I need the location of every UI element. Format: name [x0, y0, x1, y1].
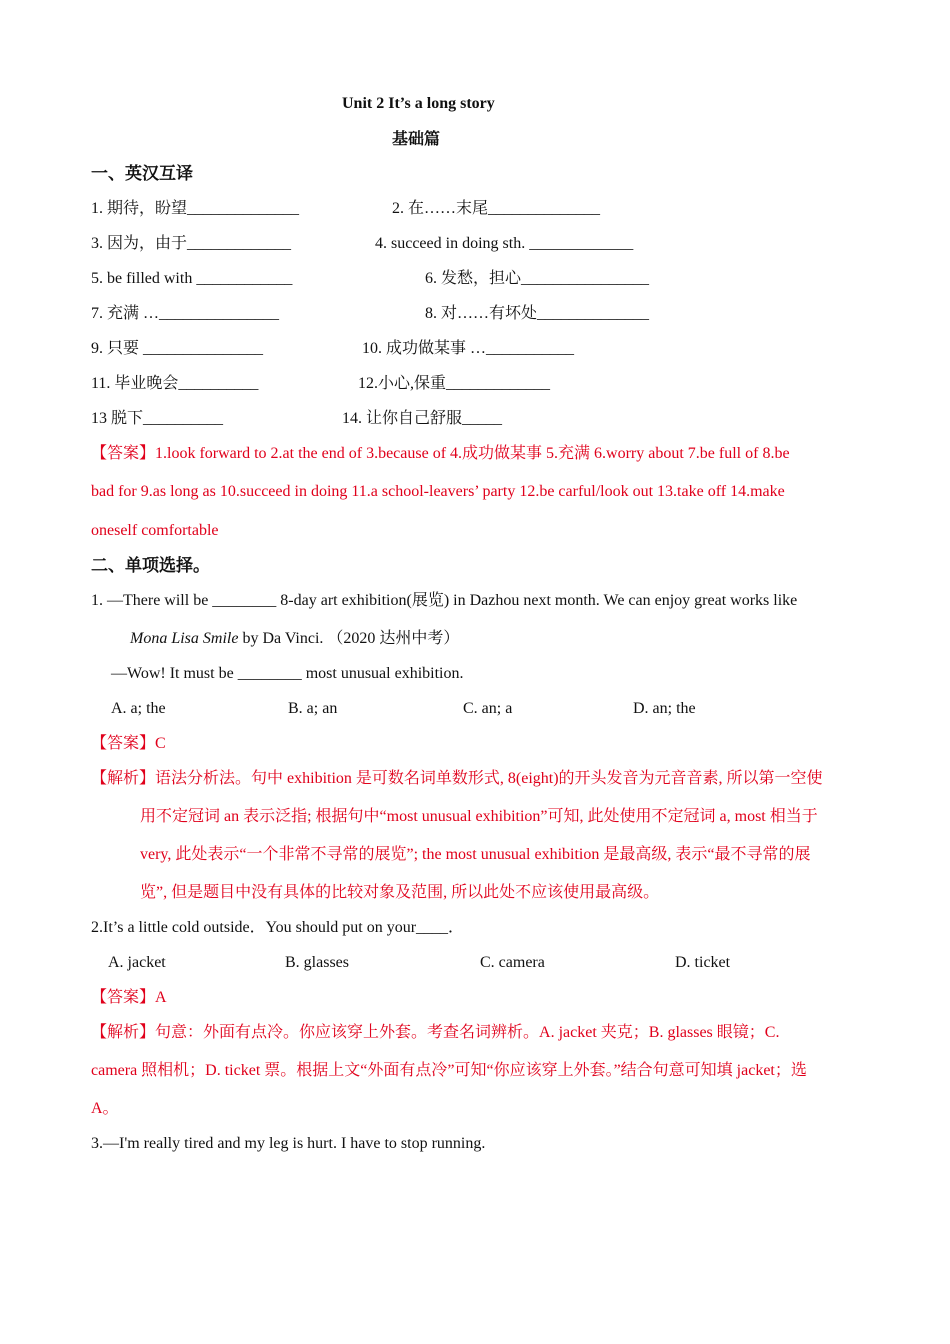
vocab-item-7: 7. 充满 …_______________: [91, 305, 280, 322]
section2-heading: 二、单项选择。: [91, 556, 210, 576]
vocab-item-6: 6. 发愁，担心________________: [425, 270, 650, 287]
section1-heading: 一、英汉互译: [91, 164, 193, 184]
section1-answer-line-1: [91, 443, 790, 465]
analysis-text: 句意：外面有点冷。你应该穿上外套。考查名词辨析。A. jacket 夹克；B. glasses 眼镜；C.: [155, 1024, 780, 1041]
q2-option-b: B. glasses: [285, 954, 349, 971]
q2-analysis-line-1: [91, 1022, 779, 1044]
q1-analysis-line-2: 用不定冠词 an 表示泛指; 根据句中“most unusual exhibition”可知, 此处使用不定冠词 a, most 相当于: [140, 808, 818, 825]
q1-analysis-line-4: 览”, 但是题目中没有具体的比较对象及范围, 所以此处不应该使用最高级。: [140, 884, 660, 901]
question-1-stem: 1. —There will be ________ 8-day art exhibition(展览) in Dazhou next month. We can enjoy great works like: [91, 592, 798, 609]
vocab-item-2: 2. 在……末尾______________: [392, 200, 601, 217]
q1-option-a: A. a; the: [111, 700, 166, 717]
q1-analysis-line-1: [91, 768, 823, 790]
question-1-reply: —Wow! It must be ________ most unusual exhibition.: [111, 665, 464, 682]
answer-value: A: [155, 989, 167, 1006]
q2-option-a: A. jacket: [108, 954, 166, 971]
q1-option-b: B. a; an: [288, 700, 338, 717]
question-2-stem: 2.It’s a little cold outside．You should put on your____．: [91, 919, 465, 936]
vocab-item-14: 14. 让你自己舒服_____: [342, 410, 503, 427]
vocab-item-13: 13 脱下__________: [91, 410, 224, 427]
vocab-item-9: 9. 只要 _______________: [91, 340, 264, 357]
q2-analysis-line-2: camera 照相机；D. ticket 票。根据上文“外面有点冷”可知“你应该穿上外套。”结合句意可知填 jacket；选: [91, 1062, 807, 1079]
analysis-tag: 【解析】: [91, 1024, 156, 1041]
vocab-item-4: 4. succeed in doing sth. _____________: [375, 235, 634, 252]
q1-option-c: C. an; a: [463, 700, 513, 717]
answer-tag: 【答案】: [91, 445, 156, 462]
vocab-item-12: 12.小心,保重_____________: [358, 375, 551, 392]
section1-answer-line-3: oneself comfortable: [91, 522, 219, 539]
q2-option-d: D. ticket: [675, 954, 731, 971]
q2-answer: [91, 987, 167, 1009]
vocab-item-5: 5. be filled with ____________: [91, 270, 293, 287]
vocab-item-1: 1. 期待，盼望______________: [91, 200, 300, 217]
vocab-item-8: 8. 对……有坏处______________: [425, 305, 650, 322]
question-1-stem-cont: [130, 628, 459, 650]
vocab-item-10: 10. 成功做某事 …___________: [362, 340, 575, 357]
analysis-tag: 【解析】: [91, 770, 156, 787]
answer-tag: 【答案】: [91, 735, 156, 752]
work-title: Mona Lisa Smile: [130, 630, 239, 647]
vocab-item-11: 11. 毕业晚会__________: [91, 375, 259, 392]
section1-answer-line-2: bad for 9.as long as 10.succeed in doing 11.a school-leavers’ party 12.be carful/look out 13.take off 14.make: [91, 483, 785, 500]
analysis-text: 语法分析法。句中 exhibition 是可数名词单数形式, 8(eight)的开头发音为元音音素, 所以第一空使: [155, 770, 823, 787]
q1-analysis-line-3: very, 此处表示“一个非常不寻常的展览”; the most unusual exhibition 是最高级, 表示“最不寻常的展: [140, 846, 811, 863]
vocab-item-3: 3. 因为，由于_____________: [91, 235, 292, 252]
answer-text: 1.look forward to 2.at the end of 3.because of 4.成功做某事 5.充满 6.worry about 7.be full of 8.be: [155, 445, 790, 462]
q2-analysis-line-3: A。: [91, 1100, 119, 1117]
q2-option-c: C. camera: [480, 954, 545, 971]
page-subtitle: 基础篇: [392, 129, 441, 148]
answer-value: C: [155, 735, 166, 752]
question-3-stem: 3.—I'm really tired and my leg is hurt. I have to stop running.: [91, 1135, 486, 1152]
page-title: Unit 2 It’s a long story: [342, 95, 495, 112]
q1-option-d: D. an; the: [633, 700, 696, 717]
answer-tag: 【答案】: [91, 989, 156, 1006]
q1-answer: [91, 733, 166, 755]
question-1-source: by Da Vinci. （2020 达州中考）: [238, 630, 460, 647]
